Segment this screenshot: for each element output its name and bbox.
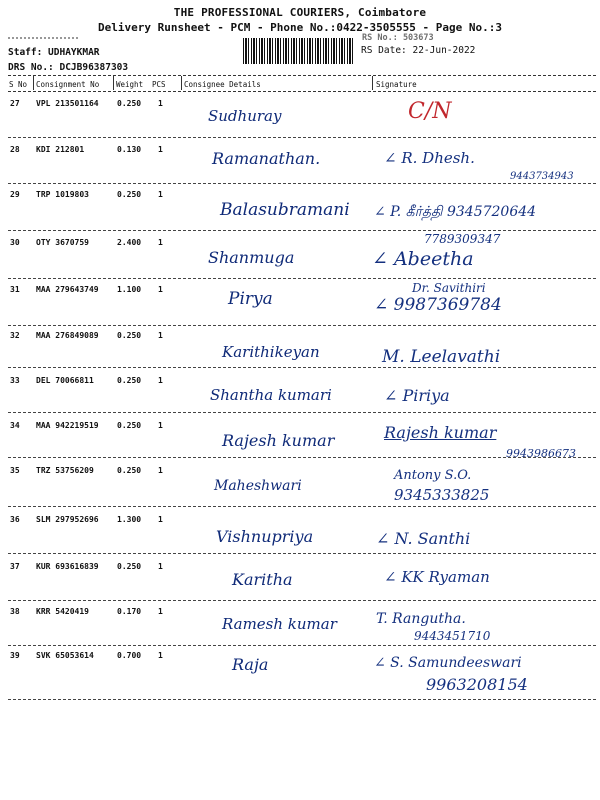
- row-consignment: TRP 1019803: [36, 190, 89, 199]
- consignee-handwriting: Shantha kumari: [210, 386, 332, 404]
- row-sno: 33: [10, 376, 20, 385]
- row-sno: 27: [10, 99, 20, 108]
- row-pcs: 1: [158, 285, 163, 294]
- row-sno: 29: [10, 190, 20, 199]
- row-pcs: 1: [158, 651, 163, 660]
- company-title: THE PROFESSIONAL COURIERS, Coimbatore: [173, 6, 427, 19]
- row-consignment: SLM 297952696: [36, 515, 99, 524]
- signature-handwriting: M. Leelavathi: [382, 347, 501, 367]
- col-signature: Signature: [376, 80, 417, 89]
- row-weight: 0.250: [117, 99, 142, 108]
- row-consignment: SVK 65053614: [36, 651, 94, 660]
- consignee-handwriting: Karithikeyan: [222, 343, 320, 361]
- col-sno: S No: [9, 80, 28, 89]
- row-divider: [8, 278, 596, 279]
- drs-number: DRS No.: DCJB96387303: [8, 62, 129, 73]
- row-sno: 39: [10, 651, 20, 660]
- row-sno: 36: [10, 515, 20, 524]
- row-divider: [8, 412, 596, 413]
- consignee-handwriting: Karitha: [232, 570, 293, 589]
- phone-note: 7789309347: [424, 232, 501, 246]
- row-divider: [8, 325, 596, 326]
- header-top-rule: [8, 75, 596, 76]
- row-pcs: 1: [158, 238, 163, 247]
- row-weight: 0.130: [117, 145, 142, 154]
- row-sno: 30: [10, 238, 20, 247]
- signature-handwriting: ∠ KK Ryaman: [384, 568, 490, 586]
- row-weight: 0.250: [117, 421, 142, 430]
- row-weight: 0.250: [117, 466, 142, 475]
- consignee-handwriting: Vishnupriya: [216, 527, 314, 546]
- row-weight: 1.100: [117, 285, 142, 294]
- signature-handwriting: ∠ R. Dhesh.: [384, 149, 475, 167]
- row-pcs: 1: [158, 421, 163, 430]
- row-pcs: 1: [158, 466, 163, 475]
- row-pcs: 1: [158, 99, 163, 108]
- row-divider: [8, 457, 596, 458]
- col-pcs: PCS: [152, 80, 166, 89]
- row-weight: 0.250: [117, 190, 142, 199]
- row-consignment: OTY 3670759: [36, 238, 89, 247]
- row-weight: 0.700: [117, 651, 142, 660]
- row-consignment: KDI 212801: [36, 145, 85, 154]
- row-consignment: TRZ 53756209: [36, 466, 94, 475]
- signature-handwriting: ∠ Abeetha: [372, 248, 474, 270]
- row-weight: 0.250: [117, 331, 142, 340]
- signature-handwriting: C/N: [408, 99, 452, 124]
- barcode: [243, 38, 355, 64]
- rs-date: RS Date: 22-Jun-2022: [361, 45, 476, 56]
- consignee-handwriting: Ramesh kumar: [222, 615, 337, 633]
- column-divider: [33, 76, 34, 90]
- row-divider: [8, 367, 596, 368]
- signature-handwriting: ∠ N. Santhi: [376, 529, 471, 548]
- signature-handwriting: Rajesh kumar: [384, 423, 497, 442]
- row-divider: [8, 645, 596, 646]
- row-consignment: MAA 942219519: [36, 421, 99, 430]
- column-divider: [372, 76, 373, 90]
- row-divider: [8, 553, 596, 554]
- staff-name: Staff: UDHAYKMAR: [8, 47, 100, 58]
- consignee-handwriting: Ramanathan.: [212, 149, 321, 168]
- row-pcs: 1: [158, 331, 163, 340]
- row-consignment: MAA 279643749: [36, 285, 99, 294]
- col-consignment: Consignment No: [36, 80, 100, 89]
- consignee-handwriting: Sudhuray: [208, 107, 282, 125]
- row-weight: 1.300: [117, 515, 142, 524]
- runsheet-subtitle: Delivery Runsheet - PCM - Phone No.:0422-3505555 - Page No.:3: [98, 21, 502, 34]
- signature-handwriting: ∠ Piriya: [384, 386, 450, 405]
- row-divider: [8, 183, 596, 184]
- row-divider: [8, 137, 596, 138]
- phone-note: 9963208154: [426, 675, 528, 694]
- row-sno: 28: [10, 145, 20, 154]
- row-weight: 0.250: [117, 376, 142, 385]
- row-pcs: 1: [158, 190, 163, 199]
- row-divider: [8, 699, 596, 700]
- consignee-handwriting: Rajesh kumar: [222, 431, 335, 450]
- row-divider: [8, 230, 596, 231]
- row-consignment: DEL 70066811: [36, 376, 94, 385]
- row-sno: 37: [10, 562, 20, 571]
- row-consignment: KRR 5420419: [36, 607, 89, 616]
- col-consignee-details: Consignee Details: [184, 80, 261, 89]
- column-divider: [181, 76, 182, 90]
- row-consignment: KUR 693616839: [36, 562, 99, 571]
- column-divider: [113, 76, 114, 90]
- cut-off-text: [8, 37, 78, 44]
- signature-handwriting: ∠ 9987369784: [374, 295, 502, 315]
- consignee-handwriting: Raja: [232, 655, 269, 674]
- row-sno: 31: [10, 285, 20, 294]
- phone-note: 9443734943: [510, 171, 574, 182]
- consignee-handwriting: Maheshwari: [214, 478, 302, 494]
- phone-note: 9943986673: [506, 447, 576, 460]
- consignee-handwriting: Pirya: [228, 289, 273, 309]
- row-pcs: 1: [158, 515, 163, 524]
- row-pcs: 1: [158, 145, 163, 154]
- signature-note: Dr. Savithiri: [412, 281, 486, 295]
- consignee-handwriting: Balasubramani: [220, 200, 350, 220]
- signature-handwriting: T. Rangutha.: [376, 611, 466, 627]
- row-pcs: 1: [158, 376, 163, 385]
- row-weight: 0.170: [117, 607, 142, 616]
- row-pcs: 1: [158, 607, 163, 616]
- signature-handwriting: ∠ S. Samundeeswari: [374, 655, 522, 671]
- row-weight: 2.400: [117, 238, 142, 247]
- col-weight: Weight: [116, 80, 144, 89]
- row-sno: 35: [10, 466, 20, 475]
- row-consignment: MAA 276849089: [36, 331, 99, 340]
- row-divider: [8, 600, 596, 601]
- row-sno: 34: [10, 421, 20, 430]
- rs-number: RS No.: 503673: [362, 33, 434, 43]
- header-bottom-rule: [8, 91, 596, 92]
- row-sno: 38: [10, 607, 20, 616]
- consignee-handwriting: Shanmuga: [208, 248, 295, 267]
- row-weight: 0.250: [117, 562, 142, 571]
- row-sno: 32: [10, 331, 20, 340]
- row-consignment: VPL 213501164: [36, 99, 99, 108]
- row-divider: [8, 506, 596, 507]
- signature-handwriting: ∠ P. கீர்த்தி 9345720644: [374, 204, 537, 220]
- row-pcs: 1: [158, 562, 163, 571]
- phone-note: 9443451710: [414, 629, 491, 643]
- signature-handwriting: Antony S.O.: [394, 468, 472, 483]
- phone-note: 9345333825: [394, 486, 490, 504]
